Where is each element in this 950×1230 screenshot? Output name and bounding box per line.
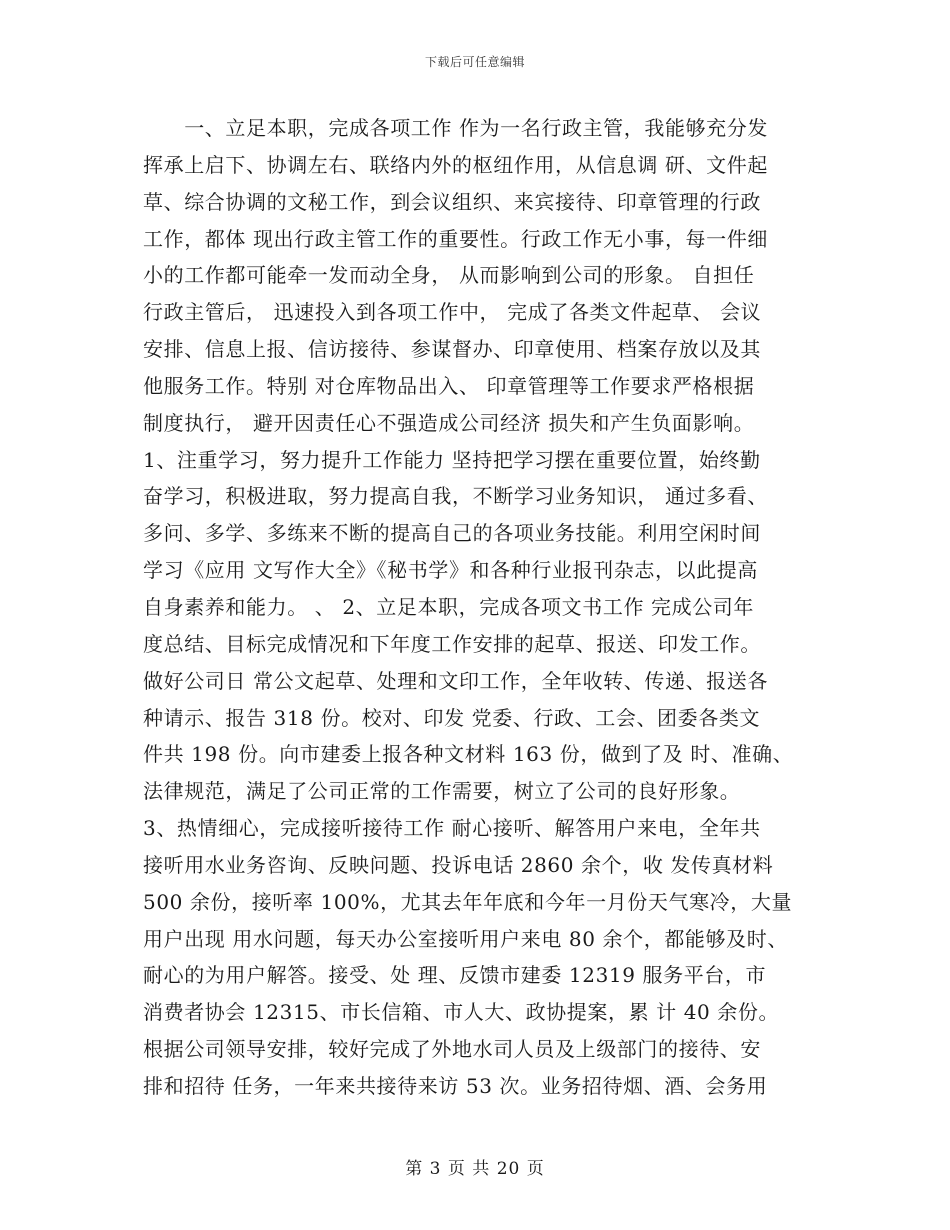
body-line: 工作，都体 现出行政主管工作的重要性。行政工作无小事，每一件细 xyxy=(143,226,768,251)
body-line: 制度执行， 避开因责任心不强造成公司经济 损失和产生负面影响。 xyxy=(143,410,755,435)
body-line: 根据公司领导安排，较好完成了外地水司人员及上级部门的接待、安 xyxy=(143,1037,761,1062)
body-line: 排和招待 任务，一年来共接待来访 53 次。业务招待烟、酒、会务用 xyxy=(143,1073,768,1098)
page-header: 下载后可任意编辑 xyxy=(424,55,525,69)
body-line: 件共 198 份。向市建委上报各种文材料 163 份，做到了及 时、准确、 xyxy=(143,742,794,767)
body-line: 安排、信息上报、信访接待、参谋督办、印章使用、档案存放以及其 xyxy=(143,337,761,362)
document-body xyxy=(143,110,833,1105)
body-line: 种请示、报告 318 份。校对、印发 党委、行政、工会、团委各类文 xyxy=(143,705,761,730)
body-line: 耐心的为用户解答。接受、处 理、反馈市建委 12319 服务平台，市 xyxy=(143,963,767,988)
body-line: 他服务工作。特别 对仓库物品出入、 印章管理等工作要求严格根据 xyxy=(143,373,755,398)
body-line: 草、综合协调的文秘工作，到会议组织、来宾接待、印章管理的行政 xyxy=(143,189,761,214)
body-line: 挥承上启下、协调左右、联络内外的枢纽作用，从信息调 研、文件起 xyxy=(143,152,768,177)
body-line: 多问、多学、多练来不断的提高自己的各项业务技能。利用空闲时间 xyxy=(143,521,761,546)
body-line: 用户出现 用水问题，每天办公室接听用户来电 80 余个，都能够及时、 xyxy=(143,926,788,951)
body-line: 500 余份，接听率 100%，尤其去年年底和今年一月份天气寒冷，大量 xyxy=(143,889,793,914)
body-line: 度总结、目标完成情况和下年度工作安排的起草、报送、印发工作。 xyxy=(143,631,761,656)
body-line: 行政主管后， 迅速投入到各项工作中， 完成了各类文件起草、 会议 xyxy=(143,300,762,325)
body-line: 奋学习，积极进取，努力提高自我，不断学习业务知识， 通过多看、 xyxy=(143,484,768,509)
body-line: 接听用水业务咨询、反映问题、投诉电话 2860 余个，收 发传真材料 xyxy=(143,852,774,877)
body-line: 做好公司日 常公文起草、处理和文印工作，全年收转、传递、报送各 xyxy=(143,668,768,693)
body-line: 一、立足本职，完成各项工作 作为一名行政主管，我能够充分发 xyxy=(143,116,768,140)
body-line: 自身素养和能力。 、 2、立足本职，完成各项文书工作 完成公司年 xyxy=(143,594,754,619)
body-line: 法律规范，满足了公司正常的工作需要，树立了公司的良好形象。 xyxy=(143,779,741,804)
page-number-footer: 第 3 页 共 20 页 xyxy=(405,1159,545,1179)
body-line: 消费者协会 12315、市长信箱、市人大、政协提案，累 计 40 余份。 xyxy=(143,1000,780,1025)
body-line: 1、注重学习，努力提升工作能力 坚持把学习摆在重要位置，始终勤 xyxy=(143,447,761,472)
body-line: 小的工作都可能牵一发而动全身， 从而影响到公司的形象。 自担任 xyxy=(143,263,755,288)
body-line: 3、热情细心，完成接听接待工作 耐心接听、解答用户来电，全年共 xyxy=(143,816,761,841)
body-line: 学习《应用 文写作大全》《秘书学》和各种行业报刊杂志，以此提高 xyxy=(143,558,758,583)
